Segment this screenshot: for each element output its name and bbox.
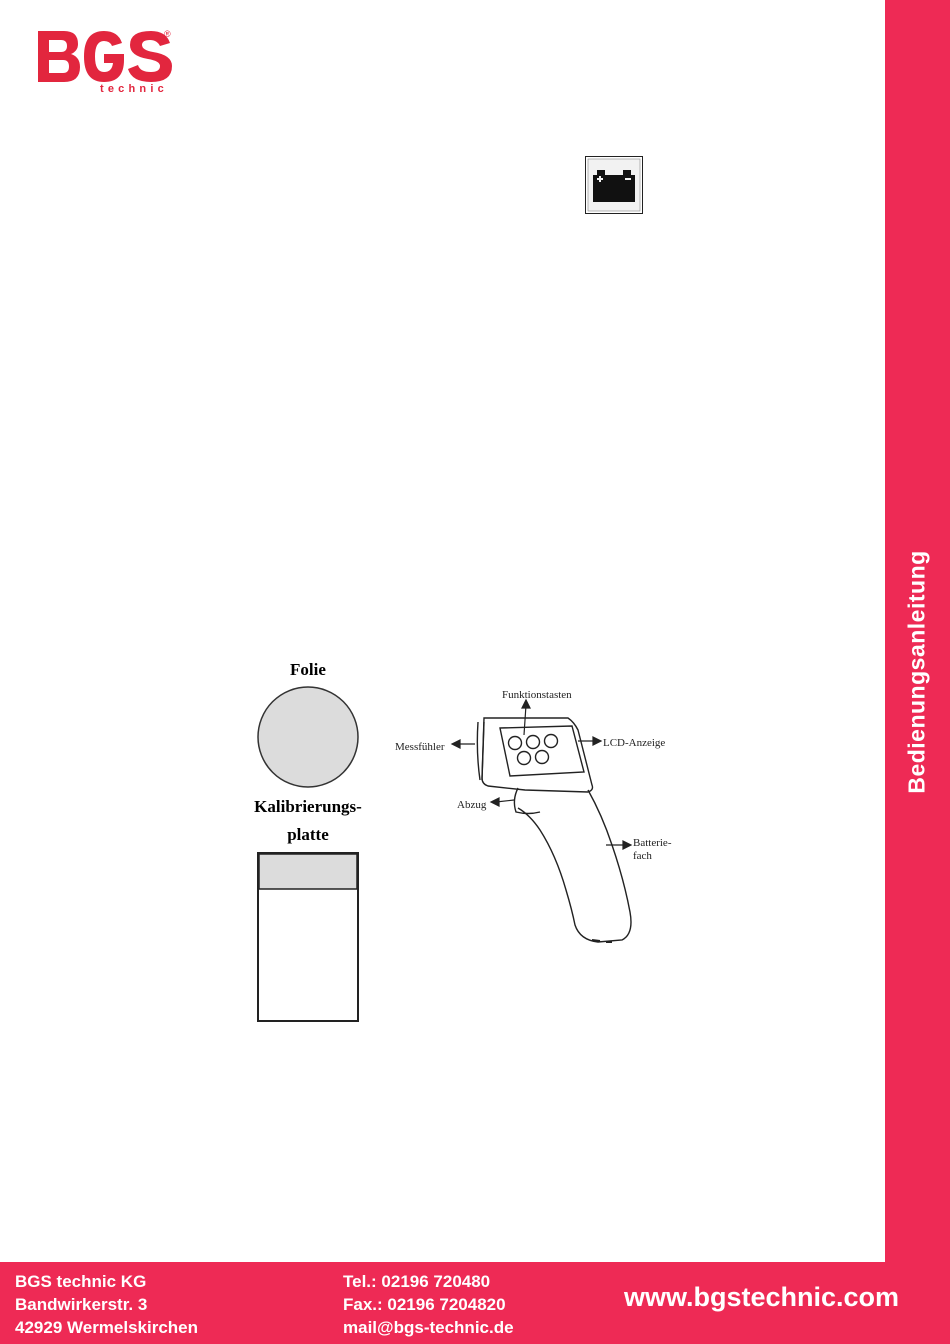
function-buttons bbox=[509, 735, 558, 765]
side-label: Bedienungsanleitung bbox=[903, 550, 930, 794]
folie-label: Folie bbox=[290, 660, 326, 679]
footer-website-link[interactable]: www.bgstechnic.com bbox=[624, 1282, 900, 1312]
calibration-plate-top bbox=[259, 854, 357, 889]
plate-label-line2: platte bbox=[287, 825, 329, 844]
callout-abzug: Abzug bbox=[457, 799, 487, 811]
callout-lcd-anzeige: LCD-Anzeige bbox=[603, 737, 666, 749]
gauge-device bbox=[477, 718, 631, 942]
callout-messfuehler: Messfühler bbox=[395, 741, 445, 753]
footer-fax: Fax.: 02196 7204820 bbox=[343, 1295, 506, 1314]
callout-funktionstasten: Funktionstasten bbox=[502, 689, 572, 701]
footer-tel: Tel.: 02196 720480 bbox=[343, 1272, 491, 1291]
folie-disc bbox=[258, 687, 358, 787]
footer-mail[interactable]: mail@bgs-technic.de bbox=[343, 1318, 514, 1337]
footer-contact bbox=[343, 1270, 514, 1339]
logo-sub-text: technic bbox=[100, 83, 168, 94]
callout-batterie-1: Batterie- bbox=[633, 837, 672, 849]
footer-address bbox=[15, 1270, 198, 1339]
plate-label-line1: Kalibrierungs- bbox=[254, 797, 362, 816]
callout-batterie-2: fach bbox=[633, 850, 652, 862]
registered-mark: ® bbox=[164, 29, 171, 39]
footer-company: BGS technic KG bbox=[15, 1272, 147, 1291]
footer-city: 42929 Wermelskirchen bbox=[15, 1318, 199, 1337]
footer bbox=[0, 1262, 950, 1344]
footer-street: Bandwirkerstr. 3 bbox=[15, 1295, 148, 1314]
